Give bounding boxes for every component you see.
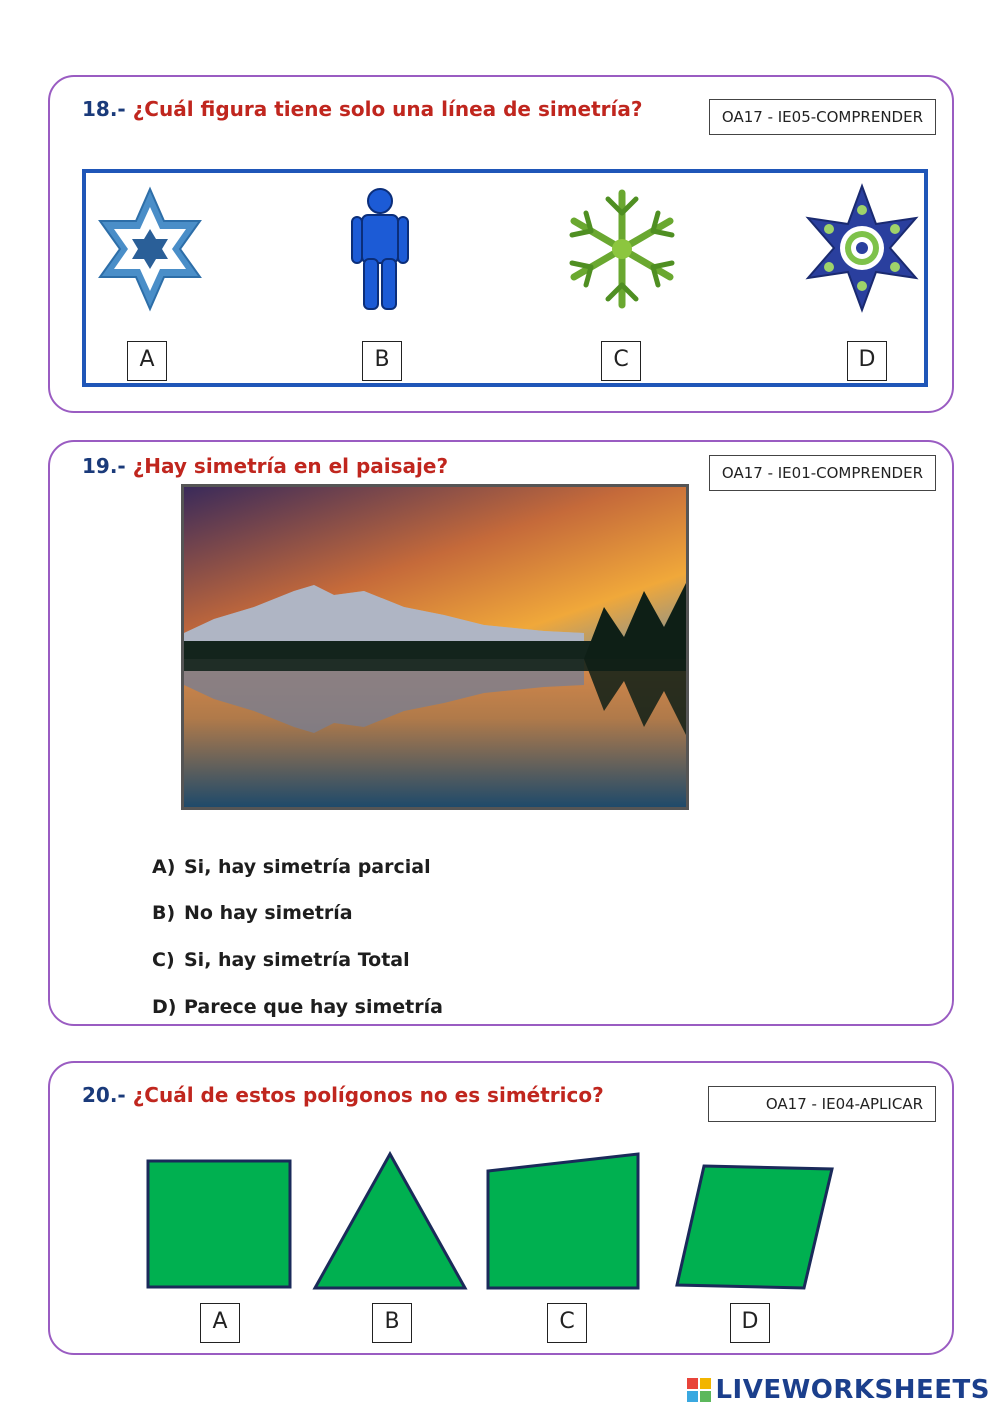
- objective-tag: OA17 - IE04-APLICAR: [708, 1086, 936, 1122]
- question-20-title: [82, 1083, 604, 1107]
- question-text: ¿Cuál de estos polígonos no es simétrico?: [132, 1083, 604, 1107]
- trapezoid-shape[interactable]: [484, 1151, 642, 1291]
- question-19-card: [48, 440, 954, 1026]
- option-b[interactable]: B) No hay simetría: [152, 902, 353, 924]
- logo-grid-icon: [687, 1378, 711, 1402]
- question-number: 19.-: [82, 454, 126, 478]
- option-box-a[interactable]: A: [200, 1303, 240, 1343]
- option-box-b[interactable]: B: [362, 341, 402, 381]
- question-19-title: [82, 454, 448, 478]
- six-point-star-icon[interactable]: [92, 185, 208, 313]
- ornate-star-icon[interactable]: [804, 183, 920, 313]
- option-c[interactable]: C) Si, hay simetría Total: [152, 949, 410, 971]
- parallelogram-shape[interactable]: [674, 1163, 836, 1291]
- person-icon[interactable]: [350, 187, 410, 313]
- square-shape[interactable]: [146, 1159, 294, 1289]
- triangle-shape[interactable]: [312, 1151, 468, 1291]
- liveworksheets-logo[interactable]: [687, 1375, 990, 1405]
- question-18-card: [48, 75, 954, 413]
- option-box-a[interactable]: A: [127, 341, 167, 381]
- question-text: ¿Hay simetría en el paisaje?: [132, 454, 449, 478]
- option-a[interactable]: A) Si, hay simetría parcial: [152, 856, 431, 878]
- option-box-d[interactable]: D: [847, 341, 887, 381]
- question-text: ¿Cuál figura tiene solo una línea de simetría?: [132, 97, 643, 121]
- snowflake-icon[interactable]: [560, 187, 684, 311]
- question-20-card: [48, 1061, 954, 1355]
- option-box-b[interactable]: B: [372, 1303, 412, 1343]
- option-box-c[interactable]: C: [547, 1303, 587, 1343]
- objective-tag: OA17 - IE01-COMPRENDER: [709, 455, 936, 491]
- brand-name: LIVEWORKSHEETS: [715, 1375, 990, 1405]
- question-number: 20.-: [82, 1083, 126, 1107]
- landscape-photo: [181, 484, 689, 810]
- question-number: 18.-: [82, 97, 126, 121]
- figures-frame: [82, 169, 928, 387]
- option-box-d[interactable]: D: [730, 1303, 770, 1343]
- objective-tag: OA17 - IE05-COMPRENDER: [709, 99, 936, 135]
- mountain-lake-image: [184, 487, 686, 807]
- option-d[interactable]: D) Parece que hay simetría: [152, 996, 443, 1018]
- question-18-title: [82, 97, 642, 121]
- option-box-c[interactable]: C: [601, 341, 641, 381]
